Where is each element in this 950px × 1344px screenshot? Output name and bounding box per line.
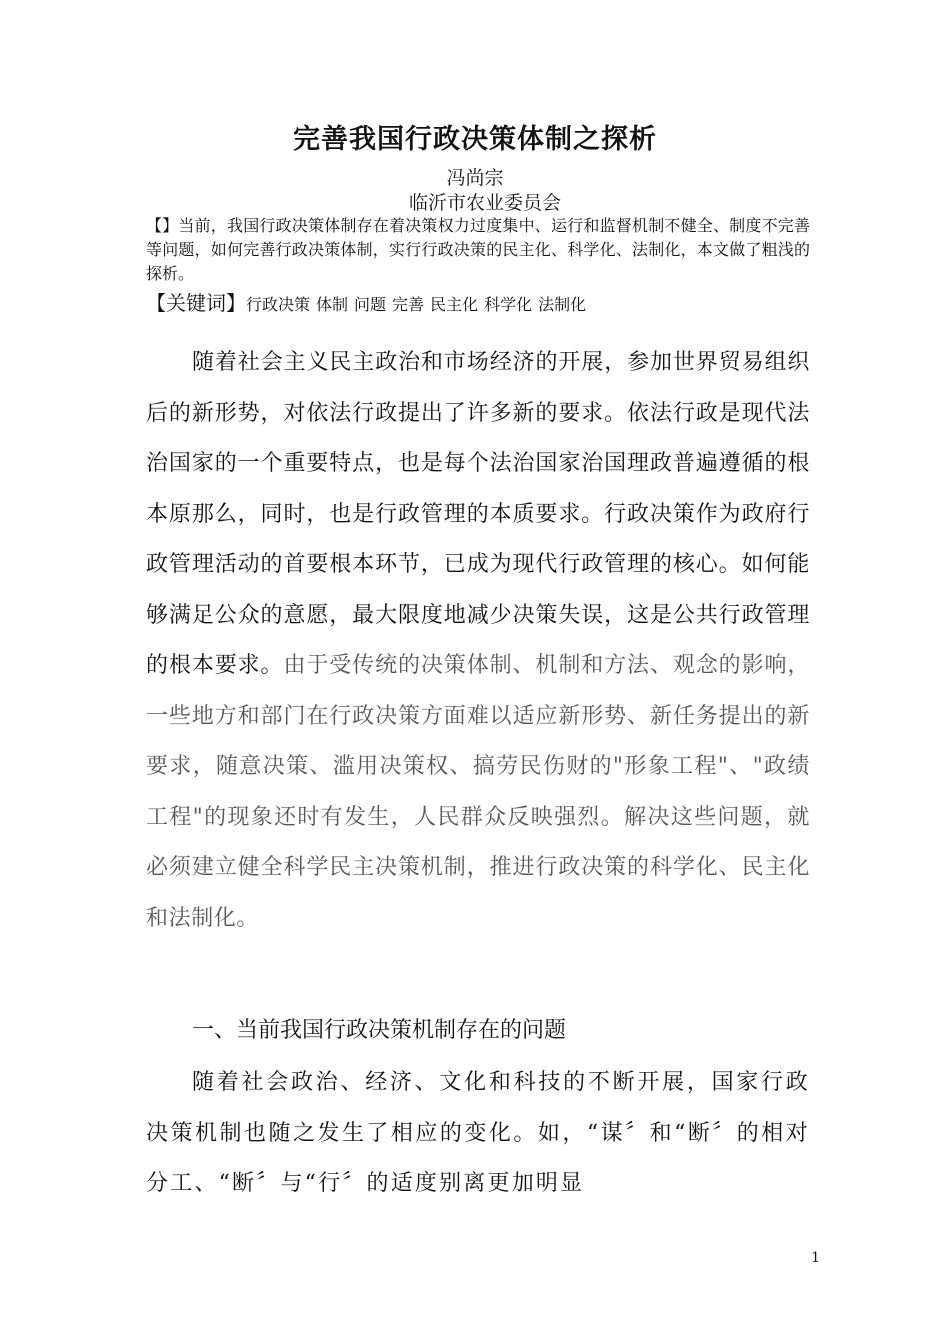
- abstract: 【】当前，我国行政决策体制存在着决策权力过度集中、运行和监督机制不健全、制度不完善等问题，如何完善行政决策体制，实行行政决策的民主化、科学化、法制化，本文做了粗浅的探析。: [146, 216, 810, 283]
- author-affiliation: 临沂市农业委员会: [408, 192, 561, 214]
- intro-text-continued: 由于受传统的决策体制、机制和方法、观念的影响，一些地方和部门在行政决策方面难以适应新形势、新任务提出的新要求，随意决策、滥用决策权、搞劳民伤财的"形象工程"、"政绩工程"的现象还时有发生，人民群众反映强烈。解决这些问题，就必须建立健全科学民主决策机制，推进行政决策的科学化、民主化和法制化。: [146, 653, 810, 931]
- intro-text: 随着社会主义民主政治和市场经济的开展，参加世界贸易组织后的新形势，对依法行政提出了许多新的要求。依法行政是现代法治国家的一个重要特点，也是每个法治国家治国理政普遍遵循的根本原那么，同时，也是行政管理的本质要求。行政决策作为政府行政管理活动的首要根本环节，已成为现代行政管理的核心。如何能够满足公众的意愿，最大限度地减少决策失误，这是公共行政管理的根本要求。: [146, 350, 810, 678]
- keyword-item: 科学化: [484, 295, 533, 314]
- keywords-label: 【关键词】: [146, 291, 246, 315]
- keyword-item: 法制化: [538, 295, 587, 314]
- keyword-item: 行政决策: [246, 295, 311, 314]
- keywords-list: [246, 295, 592, 314]
- intro-paragraph: [146, 338, 810, 944]
- page-number: 1: [811, 1250, 820, 1266]
- section-heading: 一、当前我国行政决策机制存在的问题: [192, 1018, 567, 1043]
- keywords-line: [146, 290, 810, 318]
- keyword-item: 问题: [354, 295, 387, 314]
- keyword-item: 民主化: [430, 295, 479, 314]
- document-title: 完善我国行政决策体制之探析: [293, 124, 657, 155]
- author-name: 冯尚宗: [446, 167, 504, 189]
- section-paragraph: 随着社会政治、经济、文化和科技的不断开展，国家行政决策机制也随之发生了相应的变化。如，“谋〞和“断〞的相对分工、“断〞与“行〞的适度别离更加明显: [146, 1070, 810, 1196]
- keyword-item: 体制: [316, 295, 349, 314]
- keyword-item: 完善: [392, 295, 425, 314]
